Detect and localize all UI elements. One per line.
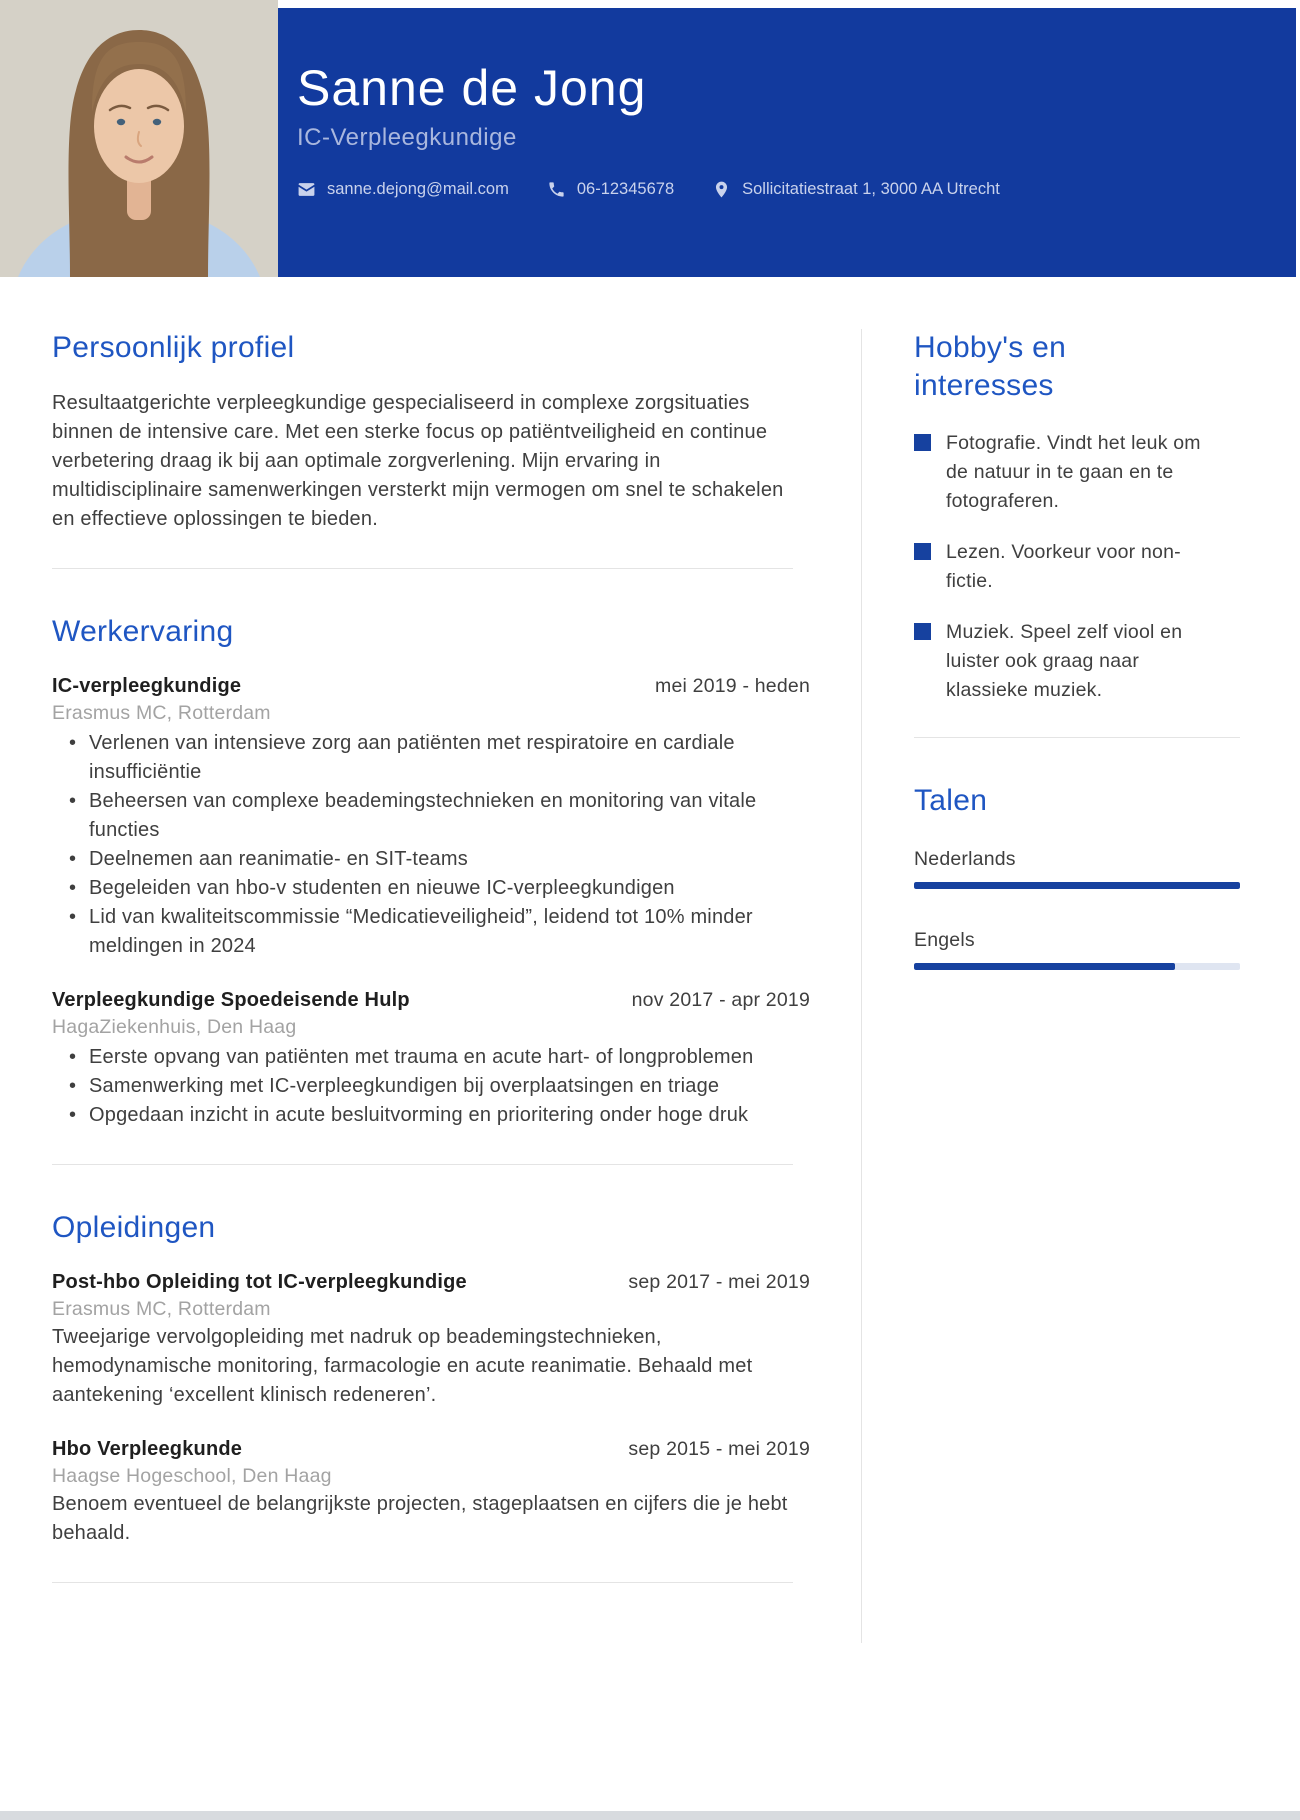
main-content (0, 329, 1300, 1643)
profile-photo (0, 0, 278, 277)
job-title-text: IC-verpleegkundige (52, 675, 242, 697)
section-divider (914, 737, 1240, 738)
language-level-bar (914, 882, 1240, 889)
education-entry-header (52, 1269, 810, 1296)
job-bullet: • Opgedaan inzicht in acute besluitvorming en prioritering onder hoge druk (52, 1101, 810, 1130)
language-item (914, 927, 1240, 970)
section-experience (52, 613, 810, 1164)
language-level-fill (914, 882, 1240, 889)
main-column (52, 329, 810, 1643)
phone-icon (547, 180, 566, 199)
job-title: IC-Verpleegkundige (297, 124, 517, 151)
job-date: mei 2019 - heden (655, 675, 810, 697)
education-title-text: Hbo Verpleegkunde (52, 1438, 243, 1460)
portrait-illustration (0, 0, 278, 277)
section-heading-languages: Talen (914, 784, 988, 817)
header (0, 0, 1300, 277)
education-organisation: Erasmus MC, Rotterdam (52, 1298, 271, 1320)
section-hobbies (914, 329, 1240, 737)
education-date: sep 2017 - mei 2019 (628, 1271, 810, 1293)
job-bullet: • Samenwerking met IC-verpleegkundigen bij overplaatsingen en triage (52, 1072, 810, 1101)
job-bullet: • Lid van kwaliteitscommissie “Medicatieveiligheid”, leidend tot 10% minder meldingen in 2024 (52, 903, 810, 961)
contact-address (712, 180, 1000, 199)
job-bullet: • Beheersen van complexe beademingstechnieken en monitoring van vitale functies (52, 787, 810, 845)
section-heading-profile: Persoonlijk profiel (52, 331, 295, 364)
job-date: nov 2017 - apr 2019 (631, 989, 810, 1011)
job-bullet: • Deelnemen aan reanimatie- en SIT-teams (52, 845, 810, 874)
education-description: Benoem eventueel de belangrijkste projecten, stageplaatsen en cijfers die je hebt behaald. (52, 1493, 788, 1544)
job-bullet: • Begeleiden van hbo-v studenten en nieuwe IC-verpleegkundigen (52, 874, 810, 903)
job-organisation: HagaZiekenhuis, Den Haag (52, 1016, 297, 1038)
education-organisation: Haagse Hogeschool, Den Haag (52, 1465, 332, 1487)
hobby-text: Lezen. Voorkeur voor non-fictie. (946, 541, 1181, 592)
section-profile (52, 329, 810, 568)
hobby-item (914, 429, 1240, 516)
job-entry (52, 987, 810, 1130)
job-bullet-list (52, 1043, 810, 1130)
square-bullet-icon (914, 543, 931, 560)
job-entry-header (52, 987, 810, 1014)
section-heading-education: Opleidingen (52, 1211, 216, 1244)
sidebar (861, 329, 1240, 1643)
contact-email-text: sanne.dejong@mail.com (327, 180, 509, 198)
profile-text: Resultaatgerichte verpleegkundige gespecialiseerd in complexe zorgsituaties binnen de intensive care. Met een sterke focus op patiëntveiligheid en continue verbetering draag ik bij aan optimale zorgverlening. Mijn ervaring in multidisciplinaire samenwerkingen versterkt mijn vermogen om snel te schakelen en effectieve oplossingen te bieden. (52, 392, 784, 530)
job-organisation: Erasmus MC, Rotterdam (52, 702, 271, 724)
contact-phone-text: 06-12345678 (576, 180, 675, 198)
section-heading-hobbies: Hobby's en interesses (914, 331, 1067, 402)
language-level-fill (914, 963, 1175, 970)
hobby-item (914, 538, 1240, 596)
education-entry-header (52, 1436, 810, 1463)
language-level-bar (914, 963, 1240, 970)
language-name: Engels (914, 929, 975, 951)
square-bullet-icon (914, 434, 931, 451)
hobby-text: Muziek. Speel zelf viool en luister ook graag naar klassieke muziek. (946, 621, 1183, 701)
education-description: Tweejarige vervolgopleiding met nadruk op beademingstechnieken, hemodynamische monitoring, farmacologie en acute reanimatie. Behaald met aantekening ‘excellent klinisch redeneren’. (52, 1326, 753, 1406)
hobby-item (914, 618, 1240, 705)
language-name: Nederlands (914, 848, 1016, 870)
hobby-text: Fotografie. Vindt het leuk om de natuur in te gaan en te fotograferen. (946, 432, 1201, 512)
language-item (914, 846, 1240, 889)
job-entry (52, 673, 810, 961)
section-education (52, 1209, 810, 1582)
education-title-text: Post-hbo Opleiding tot IC-verpleegkundige (52, 1271, 467, 1293)
square-bullet-icon (914, 623, 931, 640)
education-date: sep 2015 - mei 2019 (628, 1438, 810, 1460)
job-bullet: • Verlenen van intensieve zorg aan patiënten met respiratoire en cardiale insufficiëntie (52, 729, 810, 787)
job-bullet: • Eerste opvang van patiënten met trauma en acute hart- of longproblemen (52, 1043, 810, 1072)
education-entry (52, 1436, 810, 1548)
page-edge (0, 1811, 1300, 1820)
job-entry-header (52, 673, 810, 700)
contact-row (297, 180, 1296, 199)
contact-address-text: Sollicitatiestraat 1, 3000 AA Utrecht (742, 180, 1000, 198)
contact-phone (547, 180, 674, 199)
location-icon (712, 180, 731, 199)
header-band (278, 8, 1296, 277)
section-divider (52, 568, 793, 569)
section-heading-experience: Werkervaring (52, 615, 234, 648)
section-divider (52, 1582, 793, 1583)
page-title-name: Sanne de Jong (297, 60, 647, 116)
job-title-text: Verpleegkundige Spoedeisende Hulp (52, 989, 410, 1011)
education-entry (52, 1269, 810, 1410)
contact-email (297, 180, 509, 199)
section-languages (914, 782, 1240, 1002)
section-divider (52, 1164, 793, 1165)
email-icon (297, 180, 316, 199)
job-bullet-list (52, 729, 810, 961)
